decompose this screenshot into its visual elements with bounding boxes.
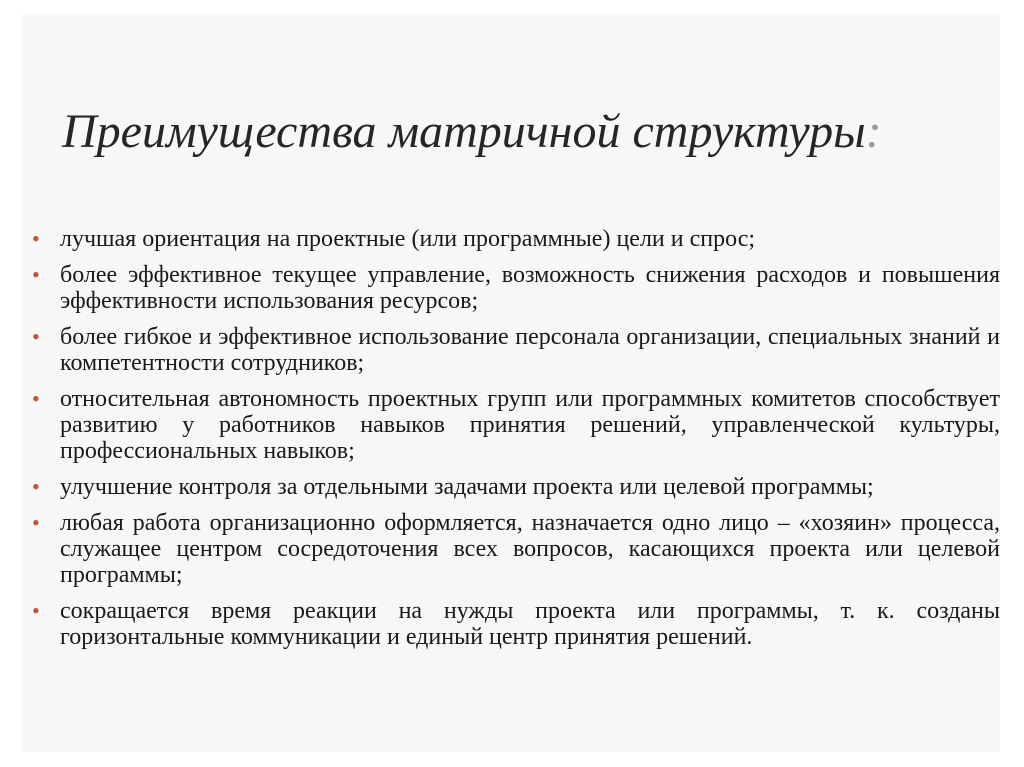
bullet-dot-icon: • [32, 386, 40, 411]
bullet-text: лучшая ориентация на проектные (или программные) цели и спрос; [60, 226, 756, 252]
bullet-text: более гибкое и эффективное использование персонала организации, специальных знаний и компетентности сотрудников; [60, 324, 1000, 376]
bullet-dot-icon: • [32, 598, 40, 623]
bullet-item [30, 510, 1000, 588]
bullet-text: относительная автономность проектных групп или программных комитетов способствует развитию у работников навыков принятия решений, управленческой культуры, профессиональных навыков; [60, 386, 1000, 464]
slide-title-colon: : [865, 105, 882, 158]
bullet-item [30, 598, 1000, 650]
bullet-dot-icon: • [32, 510, 40, 535]
bullet-item [30, 324, 1000, 376]
bullet-dot-icon: • [32, 226, 40, 251]
bullet-text: более эффективное текущее управление, возможность снижения расходов и повышения эффективности использования ресурсов; [60, 262, 1000, 314]
bullet-dot-icon: • [32, 474, 40, 499]
bullet-list [30, 226, 1000, 660]
bullet-item [30, 386, 1000, 464]
bullet-item [30, 226, 1000, 252]
bullet-item [30, 262, 1000, 314]
bullet-item [30, 474, 1000, 500]
bullet-dot-icon: • [32, 324, 40, 349]
bullet-dot-icon: • [32, 262, 40, 287]
bullet-text: сокращается время реакции на нужды проекта или программы, т. к. созданы горизонтальные коммуникации и единый центр принятия решений. [60, 598, 1000, 650]
slide-title-text: Преимущества матричной структуры [62, 105, 866, 158]
slide-title [62, 104, 962, 160]
bullet-text: улучшение контроля за отдельными задачами проекта или целевой программы; [60, 474, 874, 500]
bullet-text: любая работа организационно оформляется, назначается одно лицо – «хозяин» процесса, служащее центром сосредоточения всех вопросов, касающихся проекта или целевой программы; [60, 510, 1000, 588]
